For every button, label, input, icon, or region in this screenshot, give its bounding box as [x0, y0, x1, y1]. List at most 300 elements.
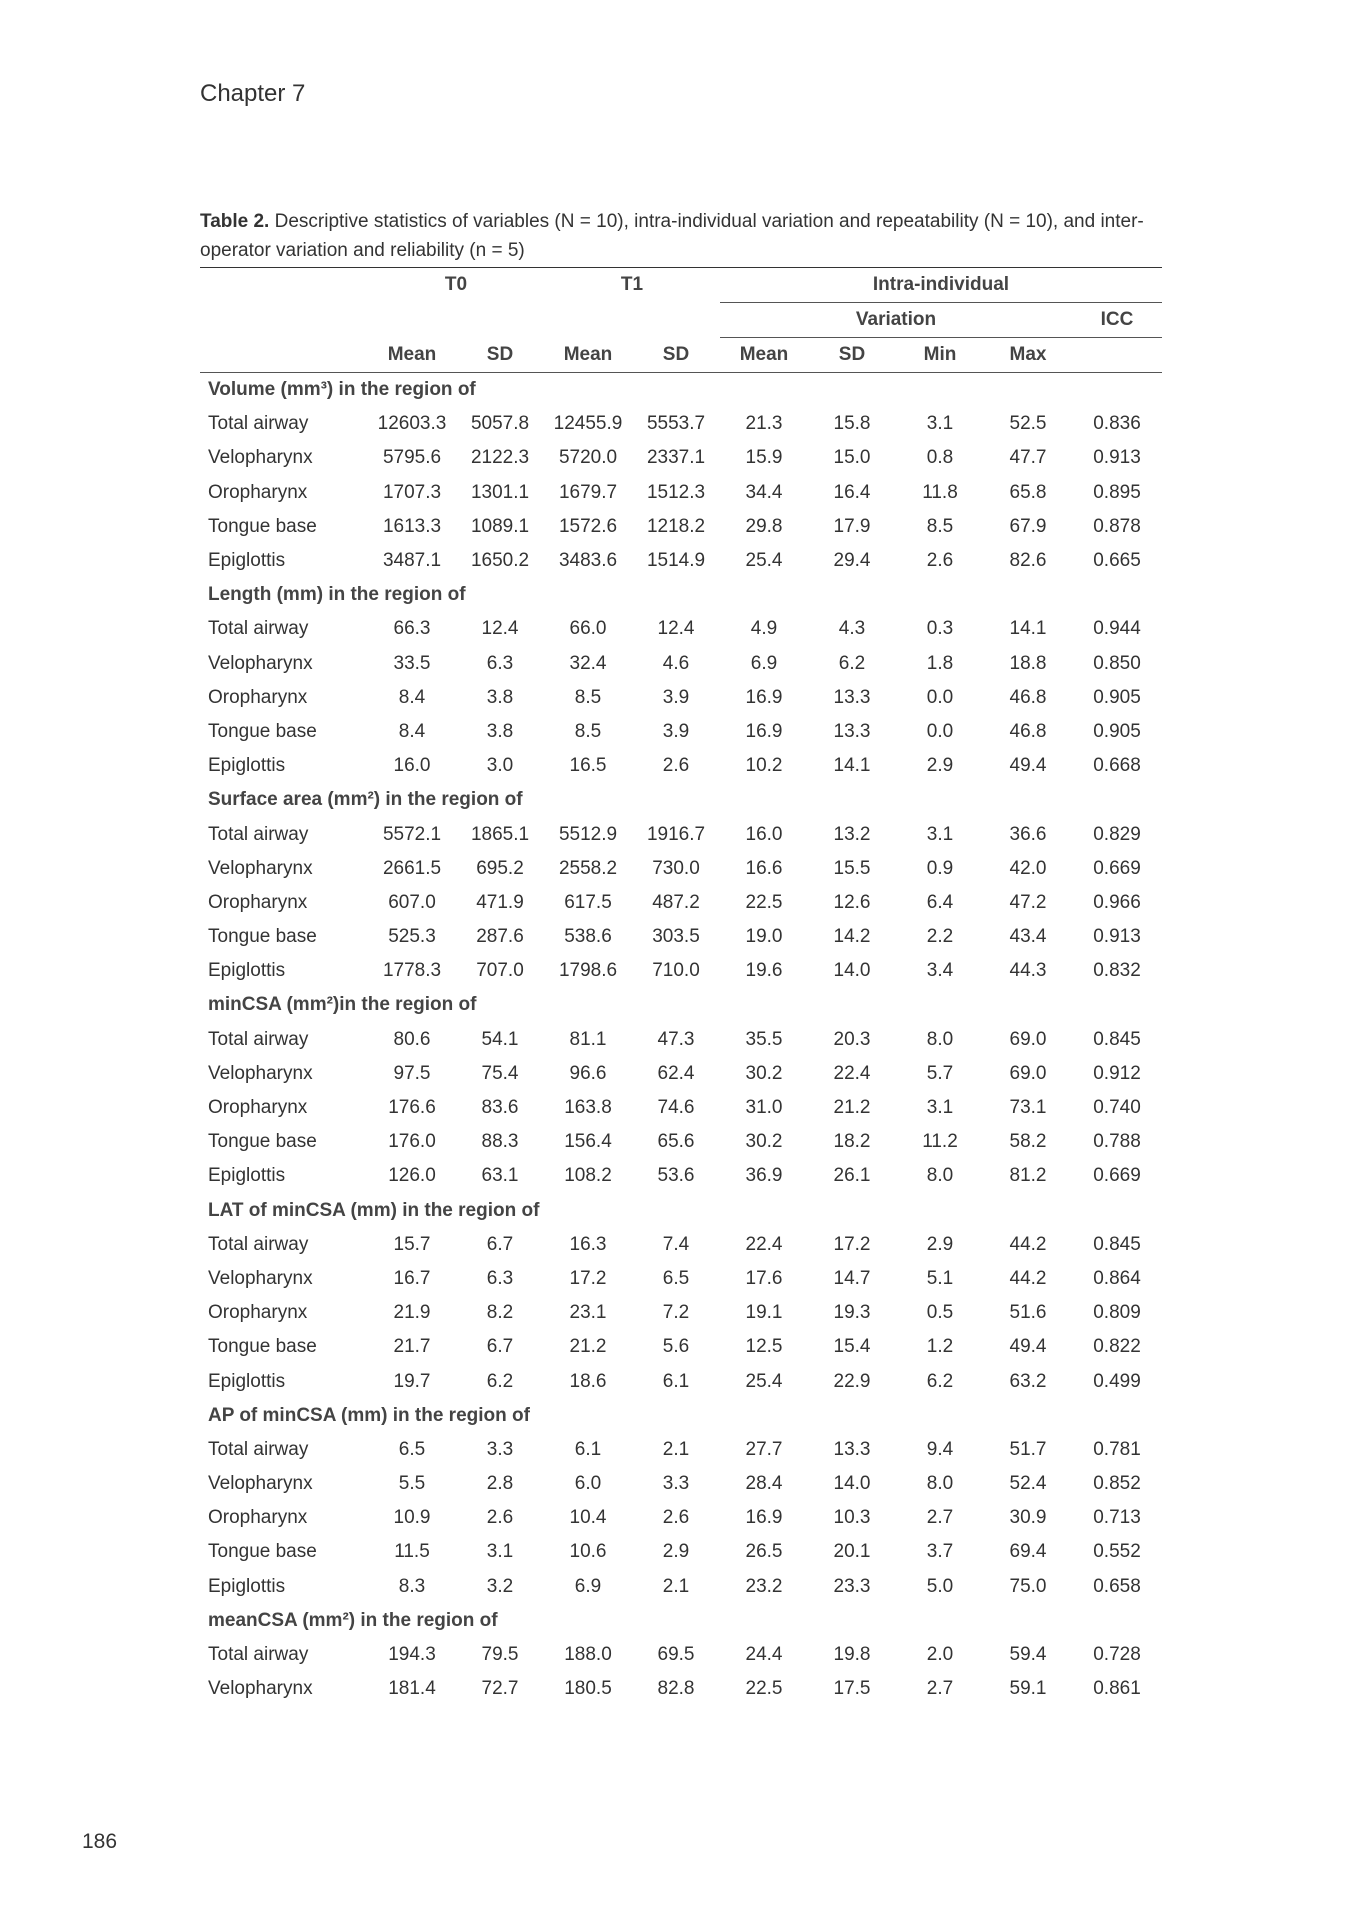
table-cell: 7.4	[662, 1233, 690, 1255]
table-cell: 17.6	[745, 1267, 783, 1289]
table-cell: 66.0	[569, 618, 607, 640]
table-cell: 0.9	[926, 857, 954, 879]
table-cell: 3.1	[486, 1541, 514, 1563]
table-cell: 3.1	[926, 823, 954, 845]
table-cell: 17.5	[833, 1678, 871, 1700]
table-row	[200, 817, 1162, 851]
table-cell: 6.0	[574, 1473, 602, 1495]
table-cell: 33.5	[393, 652, 431, 674]
table-cell: 1514.9	[646, 550, 706, 572]
table-cell: 0.5	[926, 1302, 954, 1324]
table-cell: 181.4	[388, 1678, 436, 1700]
table-cell: 73.1	[1009, 1097, 1047, 1119]
row-label: Velopharynx	[208, 857, 313, 879]
table-cell: 12455.9	[553, 413, 623, 435]
table-cell: 30.2	[745, 1131, 783, 1153]
table-cell: 3.8	[486, 720, 514, 742]
table-cell: 3.9	[662, 720, 690, 742]
table-cell: 14.1	[1009, 618, 1047, 640]
table-cell: 12.6	[833, 891, 871, 913]
table-row	[200, 1262, 1162, 1296]
table-cell: 21.3	[745, 413, 783, 435]
table-cell: 8.0	[926, 1473, 954, 1495]
table-cell: 0.852	[1093, 1473, 1141, 1495]
table-cell: 2.1	[662, 1438, 690, 1460]
table-row	[200, 920, 1162, 954]
table-cell: 2661.5	[382, 857, 442, 879]
table-cell: 6.4	[926, 891, 954, 913]
table-cell: 15.7	[393, 1233, 431, 1255]
table-cell: 3.4	[926, 960, 954, 982]
table-cell: 5.0	[926, 1575, 954, 1597]
table-cell: 15.4	[833, 1336, 871, 1358]
table-cell: 14.1	[833, 755, 871, 777]
table-cell: 32.4	[569, 652, 607, 674]
table-cell: 2.6	[926, 550, 954, 572]
table-cell: 51.7	[1009, 1438, 1047, 1460]
table-cell: 10.6	[569, 1541, 607, 1563]
table-cell: 16.9	[745, 720, 783, 742]
table-cell: 6.7	[486, 1336, 514, 1358]
row-label: Total airway	[208, 1028, 309, 1050]
table-cell: 194.3	[388, 1644, 436, 1666]
table-cell: 6.1	[662, 1370, 690, 1392]
header-t0: T0	[444, 274, 468, 296]
table-cell: 26.5	[745, 1541, 783, 1563]
table-cell: 538.6	[564, 926, 612, 948]
table-cell: 15.9	[745, 447, 783, 469]
section-row	[200, 1194, 1162, 1228]
row-label: Velopharynx	[208, 1062, 313, 1084]
table-row	[200, 1296, 1162, 1330]
table-cell: 13.2	[833, 823, 871, 845]
row-label: Tongue base	[208, 1541, 317, 1563]
row-label: Velopharynx	[208, 447, 313, 469]
table-row	[200, 852, 1162, 886]
statistics-table	[200, 267, 1162, 1706]
table-cell: 36.6	[1009, 823, 1047, 845]
table-cell: 12.4	[481, 618, 519, 640]
table-cell: 22.5	[745, 891, 783, 913]
table-cell: 75.0	[1009, 1575, 1047, 1597]
table-cell: 2.2	[926, 926, 954, 948]
table-cell: 12.5	[745, 1336, 783, 1358]
table-cell: 0.665	[1093, 550, 1141, 572]
row-label: Tongue base	[208, 720, 317, 742]
chapter-header: Chapter 7	[200, 80, 306, 107]
row-label: Tongue base	[208, 1336, 317, 1358]
table-cell: 53.6	[657, 1165, 695, 1187]
table-cell: 8.4	[398, 686, 426, 708]
table-cell: 9.4	[926, 1438, 954, 1460]
table-row	[200, 476, 1162, 510]
table-container	[200, 207, 1162, 1706]
table-cell: 16.9	[745, 686, 783, 708]
table-cell: 2.9	[926, 755, 954, 777]
table-cell: 5720.0	[558, 447, 618, 469]
table-cell: 23.1	[569, 1302, 607, 1324]
table-cell: 0.845	[1093, 1233, 1141, 1255]
table-cell: 0.809	[1093, 1302, 1141, 1324]
table-cell: 6.2	[838, 652, 866, 674]
table-cell: 23.3	[833, 1575, 871, 1597]
table-cell: 0.832	[1093, 960, 1141, 982]
table-cell: 8.0	[926, 1165, 954, 1187]
section-row	[200, 783, 1162, 817]
row-label: Total airway	[208, 1233, 309, 1255]
row-label: Total airway	[208, 618, 309, 640]
table-cell: 74.6	[657, 1097, 695, 1119]
table-cell: 63.1	[481, 1165, 519, 1187]
section-row	[200, 578, 1162, 612]
table-cell: 303.5	[652, 926, 700, 948]
table-cell: 49.4	[1009, 1336, 1047, 1358]
table-cell: 8.4	[398, 720, 426, 742]
table-cell: 0.944	[1093, 618, 1141, 640]
row-label: Total airway	[208, 413, 309, 435]
table-row	[200, 1638, 1162, 1672]
table-cell: 69.0	[1009, 1062, 1047, 1084]
table-cell: 0.905	[1093, 720, 1141, 742]
table-cell: 19.8	[833, 1644, 871, 1666]
table-cell: 12.4	[657, 618, 695, 640]
table-cell: 58.2	[1009, 1131, 1047, 1153]
table-cell: 163.8	[564, 1097, 612, 1119]
table-cell: 16.9	[745, 1507, 783, 1529]
table-cell: 16.7	[393, 1267, 431, 1289]
table-cell: 3.0	[486, 755, 514, 777]
table-cell: 63.2	[1009, 1370, 1047, 1392]
table-cell: 3.7	[926, 1541, 954, 1563]
table-cell: 1778.3	[382, 960, 442, 982]
table-cell: 30.2	[745, 1062, 783, 1084]
table-cell: 0.740	[1093, 1097, 1141, 1119]
table-row	[200, 715, 1162, 749]
row-label: Tongue base	[208, 515, 317, 537]
table-cell: 695.2	[476, 857, 524, 879]
table-cell: 126.0	[388, 1165, 436, 1187]
table-row	[200, 407, 1162, 441]
table-cell: 2.7	[926, 1678, 954, 1700]
table-cell: 188.0	[564, 1644, 612, 1666]
table-cell: 1572.6	[558, 515, 618, 537]
table-cell: 0.912	[1093, 1062, 1141, 1084]
table-row	[200, 1570, 1162, 1604]
table-cell: 0.0	[926, 686, 954, 708]
row-label: Oropharynx	[208, 891, 308, 913]
table-cell: 0.861	[1093, 1678, 1141, 1700]
table-cell: 51.6	[1009, 1302, 1047, 1324]
table-cell: 10.4	[569, 1507, 607, 1529]
table-cell: 0.788	[1093, 1131, 1141, 1153]
table-cell: 0.836	[1093, 413, 1141, 435]
table-cell: 2.6	[662, 755, 690, 777]
table-cell: 22.4	[745, 1233, 783, 1255]
table-cell: 22.4	[833, 1062, 871, 1084]
row-label: Oropharynx	[208, 686, 308, 708]
table-body	[200, 373, 1162, 1707]
section-row	[200, 988, 1162, 1022]
table-cell: 176.6	[388, 1097, 436, 1119]
table-row	[200, 886, 1162, 920]
table-cell: 97.5	[393, 1062, 431, 1084]
header-icc: ICC	[1072, 303, 1162, 338]
table-cell: 4.3	[838, 618, 866, 640]
section-title: Length (mm) in the region of	[208, 584, 466, 606]
row-label: Velopharynx	[208, 1267, 313, 1289]
row-label: Epiglottis	[208, 755, 286, 777]
table-cell: 6.7	[486, 1233, 514, 1255]
table-cell: 44.2	[1009, 1267, 1047, 1289]
table-row	[200, 681, 1162, 715]
table-cell: 6.2	[926, 1370, 954, 1392]
column-header: SD	[456, 338, 544, 373]
table-cell: 18.8	[1009, 652, 1047, 674]
table-cell: 27.7	[745, 1438, 783, 1460]
table-cell: 0.913	[1093, 926, 1141, 948]
table-cell: 0.829	[1093, 823, 1141, 845]
table-row	[200, 510, 1162, 544]
row-label: Tongue base	[208, 1131, 317, 1153]
table-cell: 1679.7	[558, 481, 618, 503]
table-cell: 10.2	[745, 755, 783, 777]
table-cell: 1.8	[926, 652, 954, 674]
table-cell: 0.864	[1093, 1267, 1141, 1289]
row-label: Oropharynx	[208, 1097, 308, 1119]
section-row	[200, 1604, 1162, 1638]
table-cell: 46.8	[1009, 686, 1047, 708]
table-cell: 15.5	[833, 857, 871, 879]
row-label: Velopharynx	[208, 652, 313, 674]
table-cell: 16.4	[833, 481, 871, 503]
table-cell: 14.7	[833, 1267, 871, 1289]
table-cell: 176.0	[388, 1131, 436, 1153]
table-cell: 0.895	[1093, 481, 1141, 503]
table-row	[200, 647, 1162, 681]
column-header: Mean	[720, 338, 808, 373]
table-cell: 2.1	[662, 1575, 690, 1597]
table-cell: 10.3	[833, 1507, 871, 1529]
section-row	[200, 1399, 1162, 1433]
table-cell: 2.9	[926, 1233, 954, 1255]
table-cell: 16.6	[745, 857, 783, 879]
table-row	[200, 1228, 1162, 1262]
table-cell: 82.6	[1009, 550, 1047, 572]
column-header: Mean	[368, 338, 456, 373]
row-label: Velopharynx	[208, 1473, 313, 1495]
table-cell: 15.0	[833, 447, 871, 469]
row-label: Total airway	[208, 1644, 309, 1666]
table-cell: 52.4	[1009, 1473, 1047, 1495]
table-cell: 617.5	[564, 891, 612, 913]
row-label: Velopharynx	[208, 1678, 313, 1700]
table-cell: 13.3	[833, 1438, 871, 1460]
table-cell: 6.3	[486, 1267, 514, 1289]
table-row	[200, 1433, 1162, 1467]
table-cell: 6.3	[486, 652, 514, 674]
table-cell: 82.8	[657, 1678, 695, 1700]
table-cell: 6.5	[398, 1438, 426, 1460]
table-cell: 18.2	[833, 1131, 871, 1153]
table-cell: 46.8	[1009, 720, 1047, 742]
table-cell: 13.3	[833, 720, 871, 742]
table-cell: 730.0	[652, 857, 700, 879]
table-cell: 16.0	[745, 823, 783, 845]
table-cell: 0.966	[1093, 891, 1141, 913]
table-cell: 3.1	[926, 1097, 954, 1119]
table-cell: 69.4	[1009, 1541, 1047, 1563]
table-cell: 65.8	[1009, 481, 1047, 503]
table-cell: 471.9	[476, 891, 524, 913]
table-cell: 25.4	[745, 550, 783, 572]
table-row	[200, 749, 1162, 783]
table-row	[200, 1672, 1162, 1706]
table-cell: 8.3	[398, 1575, 426, 1597]
table-cell: 65.6	[657, 1131, 695, 1153]
table-cell: 8.0	[926, 1028, 954, 1050]
table-cell: 8.5	[574, 686, 602, 708]
table-cell: 0.822	[1093, 1336, 1141, 1358]
table-cell: 19.7	[393, 1370, 431, 1392]
table-cell: 81.2	[1009, 1165, 1047, 1187]
table-cell: 67.9	[1009, 515, 1047, 537]
table-row	[200, 954, 1162, 988]
table-cell: 0.905	[1093, 686, 1141, 708]
table-cell: 3.8	[486, 686, 514, 708]
row-label: Epiglottis	[208, 1575, 286, 1597]
table-cell: 54.1	[481, 1028, 519, 1050]
table-cell: 0.913	[1093, 447, 1141, 469]
section-title: minCSA (mm²)in the region of	[208, 994, 477, 1016]
table-cell: 5795.6	[382, 447, 442, 469]
table-cell: 72.7	[481, 1678, 519, 1700]
table-cell: 49.4	[1009, 755, 1047, 777]
table-cell: 6.1	[574, 1438, 602, 1460]
table-cell: 2.7	[926, 1507, 954, 1529]
row-label: Total airway	[208, 1438, 309, 1460]
table-cell: 5512.9	[558, 823, 618, 845]
table-cell: 59.1	[1009, 1678, 1047, 1700]
table-cell: 36.9	[745, 1165, 783, 1187]
table-cell: 17.9	[833, 515, 871, 537]
table-cell: 96.6	[569, 1062, 607, 1084]
table-cell: 5553.7	[646, 413, 706, 435]
table-cell: 4.9	[750, 618, 778, 640]
table-cell: 75.4	[481, 1062, 519, 1084]
column-header: Mean	[544, 338, 632, 373]
table-cell: 5.5	[398, 1473, 426, 1495]
table-caption-label: Table 2.	[200, 211, 270, 232]
table-cell: 0.552	[1093, 1541, 1141, 1563]
table-cell: 156.4	[564, 1131, 612, 1153]
table-cell: 19.0	[745, 926, 783, 948]
table-cell: 2558.2	[558, 857, 618, 879]
table-cell: 17.2	[833, 1233, 871, 1255]
row-label: Total airway	[208, 823, 309, 845]
table-cell: 1650.2	[470, 550, 530, 572]
table-row	[200, 612, 1162, 646]
table-cell: 29.8	[745, 515, 783, 537]
table-cell: 710.0	[652, 960, 700, 982]
table-cell: 20.1	[833, 1541, 871, 1563]
row-label: Tongue base	[208, 926, 317, 948]
table-cell: 19.1	[745, 1302, 783, 1324]
table-cell: 47.3	[657, 1028, 695, 1050]
table-cell: 42.0	[1009, 857, 1047, 879]
row-label: Epiglottis	[208, 960, 286, 982]
table-cell: 3.9	[662, 686, 690, 708]
row-label: Epiglottis	[208, 550, 286, 572]
table-cell: 69.5	[657, 1644, 695, 1666]
row-label: Oropharynx	[208, 1302, 308, 1324]
section-title: meanCSA (mm²) in the region of	[208, 1609, 498, 1631]
section-title: Surface area (mm²) in the region of	[208, 789, 523, 811]
table-cell: 10.9	[393, 1507, 431, 1529]
table-cell: 3487.1	[382, 550, 442, 572]
table-cell: 6.5	[662, 1267, 690, 1289]
table-cell: 0.8	[926, 447, 954, 469]
table-cell: 22.5	[745, 1678, 783, 1700]
table-cell: 69.0	[1009, 1028, 1047, 1050]
table-cell: 19.3	[833, 1302, 871, 1324]
section-title: AP of minCSA (mm) in the region of	[208, 1404, 530, 1426]
table-cell: 8.2	[486, 1302, 514, 1324]
table-row	[200, 1535, 1162, 1569]
table-cell: 108.2	[564, 1165, 612, 1187]
table-cell: 24.4	[745, 1644, 783, 1666]
table-cell: 22.9	[833, 1370, 871, 1392]
table-cell: 12603.3	[377, 413, 447, 435]
table-cell: 29.4	[833, 550, 871, 572]
table-cell: 2122.3	[470, 447, 530, 469]
table-cell: 21.7	[393, 1336, 431, 1358]
table-cell: 14.2	[833, 926, 871, 948]
table-cell: 6.9	[750, 652, 778, 674]
column-header: Min	[896, 338, 984, 373]
table-row	[200, 1330, 1162, 1364]
column-header: Max	[984, 338, 1072, 373]
table-cell: 6.9	[574, 1575, 602, 1597]
row-label: Epiglottis	[208, 1165, 286, 1187]
table-cell: 31.0	[745, 1097, 783, 1119]
table-cell: 11.8	[922, 481, 958, 503]
table-cell: 607.0	[388, 891, 436, 913]
table-cell: 525.3	[388, 926, 436, 948]
table-row	[200, 1023, 1162, 1057]
section-title: Volume (mm³) in the region of	[208, 379, 476, 401]
table-cell: 1865.1	[470, 823, 530, 845]
table-cell: 81.1	[569, 1028, 607, 1050]
table-cell: 2337.1	[646, 447, 706, 469]
table-cell: 5572.1	[382, 823, 442, 845]
table-cell: 17.2	[569, 1267, 607, 1289]
column-header: SD	[808, 338, 896, 373]
table-cell: 14.0	[833, 1473, 871, 1495]
table-cell: 59.4	[1009, 1644, 1047, 1666]
table-row	[200, 1125, 1162, 1159]
table-cell: 15.8	[833, 413, 871, 435]
table-cell: 11.5	[394, 1541, 430, 1563]
table-cell: 14.0	[833, 960, 871, 982]
table-cell: 80.6	[393, 1028, 431, 1050]
table-cell: 0.781	[1093, 1438, 1141, 1460]
table-cell: 0.669	[1093, 1165, 1141, 1187]
table-cell: 7.2	[662, 1302, 690, 1324]
table-cell: 21.2	[833, 1097, 871, 1119]
header-row-variation	[200, 303, 1162, 338]
table-row	[200, 1501, 1162, 1535]
table-cell: 52.5	[1009, 413, 1047, 435]
